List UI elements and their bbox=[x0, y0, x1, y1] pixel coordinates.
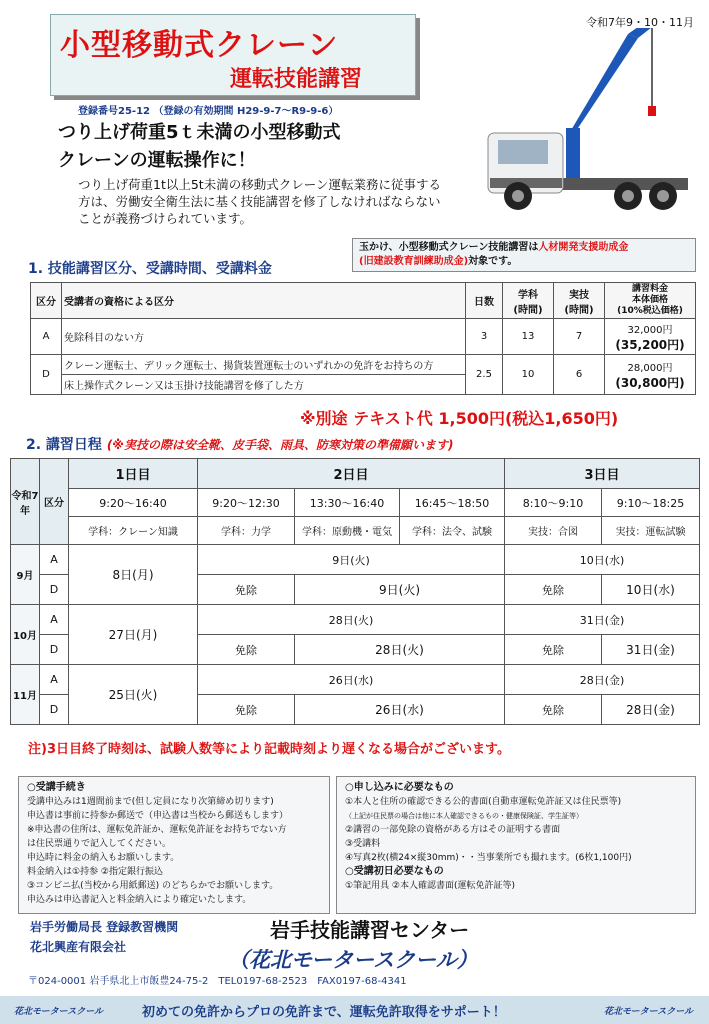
headline-1: つり上げ荷重5ｔ未満の小型移動式 bbox=[58, 122, 341, 143]
subsidy-text-2: 対象です。 bbox=[468, 256, 518, 267]
month-9: 9月 bbox=[11, 545, 40, 605]
schedule-table bbox=[10, 458, 700, 725]
sep-a-day2: 9日(火) bbox=[198, 545, 505, 575]
sep-d-exempt-2: 免除 bbox=[198, 575, 295, 605]
rowA-fee-base: 32,000円 bbox=[627, 324, 673, 336]
intro-text: つり上げ荷重1t以上5t未満の移動式クレーン運転業務に従事する方は、労働安全衛生法に基く技能講習を修了しなければならないことが義務づけられています。 bbox=[78, 177, 441, 226]
footer-logo-right: 花北モータースクール bbox=[604, 1007, 694, 1017]
company: 花北興産有限会社 bbox=[30, 940, 127, 954]
oct-d-day2: 28日(火) bbox=[295, 635, 505, 665]
rowD-kubun: D bbox=[31, 355, 62, 395]
kubun-a: A bbox=[40, 665, 69, 695]
nov-a-day3: 28日(金) bbox=[505, 665, 700, 695]
nov-d-exempt-2: 免除 bbox=[198, 695, 295, 725]
required-line: ①本人と住所の確認できる公的書面(自動車運転免許証又は住民票等) bbox=[345, 797, 622, 807]
nov-d-exempt-3: 免除 bbox=[505, 695, 602, 725]
rowD-fee-base: 28,000円 bbox=[627, 362, 673, 374]
required-line-2: ①筆記用具 ②本人確認書面(運転免許証等) bbox=[345, 881, 516, 891]
footer-logo-left: 花北モータースクール bbox=[14, 1007, 104, 1017]
th-gakka: 学科 (時間) bbox=[503, 283, 554, 319]
corner-kubun: 区分 bbox=[40, 459, 69, 545]
corner-year: 令和7年 bbox=[11, 459, 40, 545]
subject-6: 実技：運転試験 bbox=[602, 517, 700, 545]
day3-header: 3日目 bbox=[505, 459, 700, 489]
rowA-days: 3 bbox=[466, 319, 503, 355]
sep-d-day2: 9日(火) bbox=[295, 575, 505, 605]
sep-day1: 8日(月) bbox=[69, 545, 198, 605]
procedure-line: 料金納入は①持参 ②指定銀行振込 bbox=[27, 867, 163, 877]
price-table bbox=[30, 282, 696, 395]
oct-a-day3: 31日(金) bbox=[505, 605, 700, 635]
subject-3: 学科：原動機・電気 bbox=[295, 517, 400, 545]
kubun-d: D bbox=[40, 695, 69, 725]
required-line: ②講習の一部免除の資格がある方はその証明する書面 bbox=[345, 825, 561, 835]
nov-day1: 25日(火) bbox=[69, 665, 198, 725]
date: 令和7年9・10・11月 bbox=[586, 16, 694, 29]
subject-4: 学科：法令、試験 bbox=[400, 517, 505, 545]
procedure-line: 申込書は事前に持参か郵送で（申込書は当校から郵送もします） bbox=[27, 811, 289, 821]
paren-left: （ bbox=[228, 948, 249, 972]
nov-a-day2: 26日(水) bbox=[198, 665, 505, 695]
section1-title: 1. 技能講習区分、受講時間、受講料金 bbox=[28, 261, 272, 277]
procedure-box bbox=[18, 776, 330, 914]
oct-d-exempt-2: 免除 bbox=[198, 635, 295, 665]
rowD-jitsugi: 6 bbox=[554, 355, 605, 395]
subsidy-name: 人材開発支援助成金 bbox=[538, 242, 629, 253]
school-name-text: 花北モータースクール bbox=[249, 948, 457, 972]
time-2: 9:20～12:30 bbox=[198, 489, 295, 517]
time-4: 16:45～18:50 bbox=[400, 489, 505, 517]
required-line: （上記が住民票の場合は他に本人確認できるもの・健康保険証、学生証等） bbox=[345, 812, 583, 820]
sep-d-day3: 10日(水) bbox=[602, 575, 700, 605]
section2-heading: 2. 講習日程 bbox=[26, 437, 102, 453]
procedure-line: は住民票通りで記入してください。 bbox=[27, 839, 172, 849]
nov-d-day3: 28日(金) bbox=[602, 695, 700, 725]
day2-header: 2日目 bbox=[198, 459, 505, 489]
address: 〒024-0001 岩手県北上市飯豊24-75-2 TEL0197-68-2523 FAX0197-68-4341 bbox=[28, 976, 407, 987]
kubun-d: D bbox=[40, 575, 69, 605]
paren-right: ） bbox=[456, 948, 478, 972]
subsidy-note bbox=[352, 238, 696, 272]
month-10: 10月 bbox=[11, 605, 40, 665]
rowA-qual: 免除科目のない方 bbox=[62, 319, 466, 355]
center-name: 岩手技能講習センター bbox=[270, 918, 470, 942]
time-3: 13:30～16:40 bbox=[295, 489, 400, 517]
th-qual: 受講者の資格による区分 bbox=[62, 283, 466, 319]
section2-title bbox=[26, 434, 453, 454]
sep-a-day3: 10日(水) bbox=[505, 545, 700, 575]
rowD-qual-2: 床上操作式クレーン又は玉掛け技能講習を修了した方 bbox=[62, 375, 466, 395]
oct-a-day2: 28日(火) bbox=[198, 605, 505, 635]
procedure-line: ③コンビニ払(当校から用紙郵送) のどちらかでお願いします。 bbox=[27, 881, 279, 891]
required-title: ○申し込みに必要なもの bbox=[345, 782, 454, 793]
procedure-line: ※申込書の住所は、運転免許証か、運転免許証をお持ちでない方 bbox=[27, 825, 287, 835]
text-fee: ※別途 テキスト代 1,500円(税込1,650円) bbox=[300, 409, 619, 428]
school-name bbox=[228, 944, 478, 974]
th-kubun: 区分 bbox=[31, 283, 62, 319]
rowA-kubun: A bbox=[31, 319, 62, 355]
oct-d-exempt-3: 免除 bbox=[505, 635, 602, 665]
procedure-title: ○受講手続き bbox=[27, 782, 86, 793]
sep-d-exempt-3: 免除 bbox=[505, 575, 602, 605]
subsidy-old-name: (旧建設教育訓練助成金) bbox=[359, 256, 469, 267]
section2-note: (※実技の際は安全靴、皮手袋、雨具、防寒対策の準備願います) bbox=[106, 438, 454, 452]
oct-day1: 27日(月) bbox=[69, 605, 198, 665]
required-line: ④写真2枚(横24×縦30mm)・・当事業所でも撮れます。(6枚1,100円) bbox=[345, 853, 632, 863]
rowA-jitsugi: 7 bbox=[554, 319, 605, 355]
agency: 岩手労働局長 登録教習機関 bbox=[30, 920, 179, 934]
time-5: 8:10～9:10 bbox=[505, 489, 602, 517]
day1-header: 1日目 bbox=[69, 459, 198, 489]
oct-d-day3: 31日(金) bbox=[602, 635, 700, 665]
page-title: 小型移動式クレーン bbox=[60, 28, 339, 63]
subsidy-text-1: 玉かけ、小型移動式クレーン技能講習は bbox=[359, 242, 539, 253]
registration: 登録番号25-12 （登録の有効期間 H29-9-7～R9-9-6） bbox=[78, 106, 339, 117]
th-fee: 講習料金 本体価格 (10%税込価格) bbox=[605, 283, 696, 319]
procedure-line: 受講申込みは1週間前まで(但し定員になり次第締め切ります) bbox=[27, 797, 274, 807]
subject-1: 学科：クレーン知識 bbox=[69, 517, 198, 545]
required-box bbox=[336, 776, 696, 914]
footer-slogan: 初めての免許からプロの免許まで、運転免許取得をサポート！ bbox=[142, 1005, 506, 1020]
rowD-fee bbox=[605, 355, 696, 395]
procedure-line: 申込時に料金の納入もお願いします。 bbox=[27, 853, 180, 863]
nov-d-day2: 26日(水) bbox=[295, 695, 505, 725]
rowA-fee-tax: (35,200円) bbox=[615, 337, 685, 352]
rowD-gakka: 10 bbox=[503, 355, 554, 395]
headline-2: クレーンの運転操作に！ bbox=[58, 150, 256, 171]
subject-5: 実技：合図 bbox=[505, 517, 602, 545]
kubun-d: D bbox=[40, 635, 69, 665]
rowD-qual-1: クレーン運転士、デリック運転士、揚貨装置運転士のいずれかの免許をお持ちの方 bbox=[62, 355, 466, 375]
rowA-gakka: 13 bbox=[503, 319, 554, 355]
page-subtitle: 運転技能講習 bbox=[230, 67, 363, 92]
kubun-a: A bbox=[40, 605, 69, 635]
procedure-line: 申込みは申込書記入と料金納入により確定いたします。 bbox=[27, 895, 252, 905]
rowA-fee bbox=[605, 319, 696, 355]
end-time-notice: 注)3日目終了時刻は、試験人数等により記載時刻より遅くなる場合がございます。 bbox=[28, 742, 510, 757]
th-jitsugi: 実技 (時間) bbox=[554, 283, 605, 319]
time-1: 9:20～16:40 bbox=[69, 489, 198, 517]
rowD-fee-tax: (30,800円) bbox=[615, 375, 685, 390]
crane-truck-icon bbox=[478, 28, 698, 228]
rowD-days: 2.5 bbox=[466, 355, 503, 395]
th-days: 日数 bbox=[466, 283, 503, 319]
kubun-a: A bbox=[40, 545, 69, 575]
required-title-2: ○受講初日必要なもの bbox=[345, 866, 444, 877]
month-11: 11月 bbox=[11, 665, 40, 725]
required-line: ③受講料 bbox=[345, 839, 381, 849]
time-6: 9:10～18:25 bbox=[602, 489, 700, 517]
subject-2: 学科：力学 bbox=[198, 517, 295, 545]
